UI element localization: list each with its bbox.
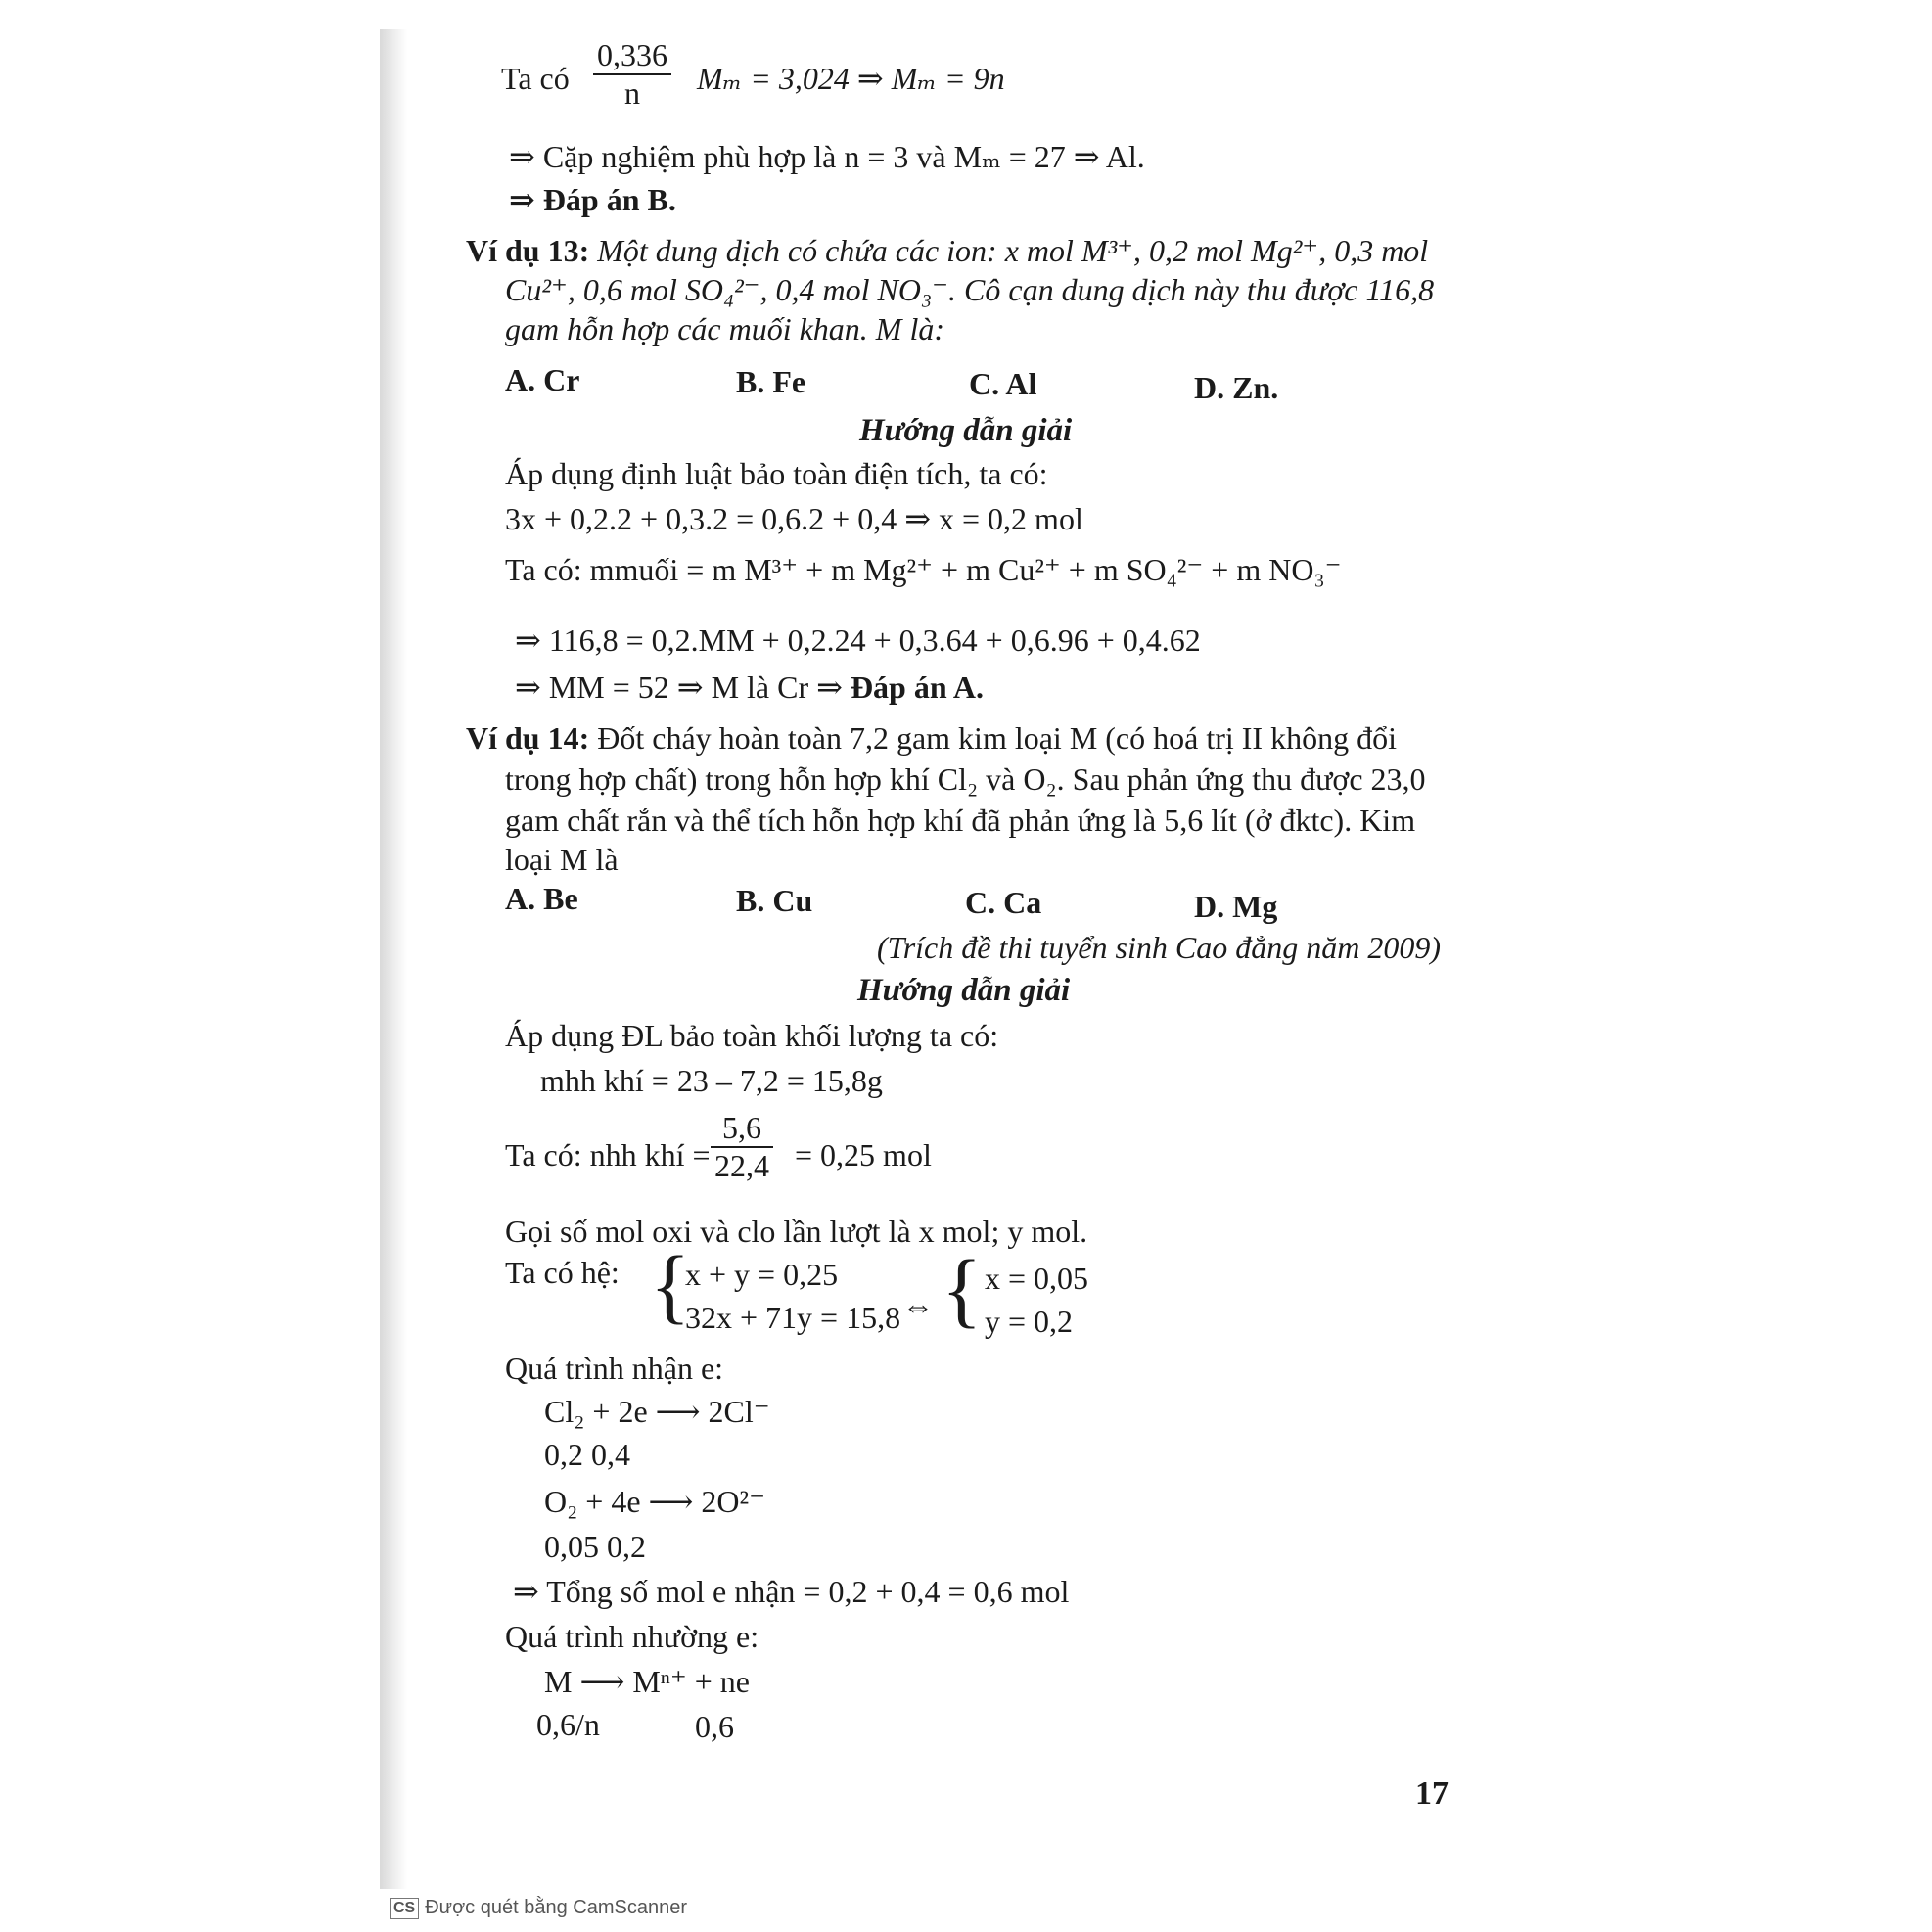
ex13-guide-heading: Hướng dẫn giải — [859, 413, 1073, 448]
reaction-o2: O₂ + 4e ⟶ 2O²⁻ — [544, 1484, 765, 1519]
system-equivalence: ⇔ — [902, 1288, 934, 1323]
ex14-option-a: A. Be — [505, 881, 578, 916]
ex13-step4: ⇒ 116,8 = 0,2.MM + 0,2.24 + 0,3.64 + 0,6.96 + 0,4.62 — [515, 622, 1201, 658]
ex14-step7: ⇒ Tổng số mol e nhận = 0,2 + 0,4 = 0,6 mol — [513, 1574, 1070, 1609]
ex14-source: (Trích đề thi tuyển sinh Cao đẳng năm 2009) — [877, 930, 1441, 965]
ex14-q4: loại M là — [505, 842, 619, 877]
ex13-option-c: C. Al — [969, 366, 1037, 401]
ex13-label: Ví dụ 13: — [466, 233, 590, 268]
reaction-metal-value-1: 0,6/n — [536, 1707, 600, 1742]
ex14-option-d: D. Mg — [1194, 889, 1278, 924]
ex13-q1-text: Một dung dịch có chứa các ion: x mol M³⁺, 0,2 mol Mg²⁺, 0,3 mol — [597, 233, 1429, 268]
system-left-brace: { — [650, 1238, 691, 1332]
ex13-q2: Cu²⁺, 0,6 mol SO₄²⁻, 0,4 mol NO₃⁻. Cô cạn dung dịch này thu được 116,8 — [505, 272, 1435, 307]
ex14-q1-text: Đốt cháy hoàn toàn 7,2 gam kim loại M (có hoá trị II không đổi — [597, 720, 1397, 756]
reaction-metal: M ⟶ Mⁿ⁺ + ne — [544, 1664, 750, 1699]
ex14-fraction-den: 22,4 — [714, 1148, 769, 1183]
system-solution-x: x = 0,05 — [985, 1261, 1089, 1296]
ex14-step1: Áp dụng ĐL bảo toàn khối lượng ta có: — [505, 1018, 999, 1053]
ex13-step2: 3x + 0,2.2 + 0,3.2 = 0,6.2 + 0,4 ⇒ x = 0,2 mol — [505, 501, 1083, 536]
reaction-o2-values: 0,05 0,2 — [544, 1529, 646, 1564]
ex13-step3: Ta có: mmuối = m M³⁺ + m Mg²⁺ + m Cu²⁺ + m SO₄²⁻ + m NO₃⁻ — [505, 552, 1342, 587]
ex13-option-d: D. Zn. — [1194, 370, 1279, 405]
l1-post: Mₘ = 3,024 ⇒ Mₘ = 9n — [697, 61, 1005, 96]
system-eq1: x + y = 0,25 — [685, 1257, 839, 1292]
camscanner-text: Được quét bằng CamScanner — [425, 1897, 687, 1918]
l1-prefix: Ta có — [501, 61, 570, 96]
ex14-step3-prefix: Ta có: nhh khí = — [505, 1137, 711, 1173]
ex13-q3: gam hỗn hợp các muối khan. M là: — [505, 311, 944, 346]
camscanner-footer — [390, 1897, 687, 1919]
l1-fraction-num: 0,336 — [593, 37, 671, 75]
ex14-system-label: Ta có hệ: — [505, 1255, 620, 1290]
ex14-option-c: C. Ca — [965, 885, 1042, 920]
l1-fraction — [593, 37, 671, 112]
system-eq2: 32x + 71y = 15,8 — [685, 1300, 901, 1335]
reaction-metal-value-2: 0,6 — [695, 1709, 734, 1744]
ex14-guide-heading: Hướng dẫn giải — [857, 973, 1071, 1008]
ex14-q1 — [466, 720, 1397, 756]
system-solution-y: y = 0,2 — [985, 1304, 1074, 1339]
page-number: 17 — [1415, 1775, 1449, 1812]
l2-text: ⇒ Cặp nghiệm phù hợp là n = 3 và Mₘ = 27 ⇒ Al. — [509, 139, 1145, 174]
ex13-step5-answer: Đáp án A. — [850, 669, 984, 705]
ex13-step5-text: ⇒ MM = 52 ⇒ M là Cr ⇒ — [515, 669, 843, 705]
ex13-option-a: A. Cr — [505, 362, 580, 397]
ex13-option-b: B. Fe — [736, 364, 806, 399]
l3-answer: ⇒ Đáp án B. — [509, 182, 676, 217]
ex14-q3: gam chất rắn và thể tích hỗn hợp khí đã phản ứng là 5,6 lít (ở đktc). Kim — [505, 803, 1416, 838]
ex13-step5 — [515, 669, 984, 705]
ex14-step3-result: = 0,25 mol — [795, 1137, 932, 1173]
ex13-step1: Áp dụng định luật bảo toàn điện tích, ta có: — [505, 456, 1048, 491]
ex14-step3-fraction — [711, 1110, 773, 1184]
ex14-step6: Quá trình nhận e: — [505, 1351, 724, 1386]
ex14-label: Ví dụ 14: — [466, 720, 590, 756]
ex14-step2: mhh khí = 23 – 7,2 = 15,8g — [540, 1063, 883, 1098]
camscanner-logo: CS — [390, 1898, 419, 1919]
ex13-q1 — [466, 233, 1428, 268]
ex14-step8: Quá trình nhường e: — [505, 1619, 759, 1654]
ex14-fraction-num: 5,6 — [711, 1110, 773, 1148]
reaction-cl2: Cl₂ + 2e ⟶ 2Cl⁻ — [544, 1394, 770, 1429]
reaction-cl2-values: 0,2 0,4 — [544, 1437, 630, 1472]
ex14-option-b: B. Cu — [736, 883, 813, 918]
ex14-q2: trong hợp chất) trong hỗn hợp khí Cl₂ và O₂. Sau phản ứng thu được 23,0 — [505, 761, 1426, 797]
ex14-step4: Gọi số mol oxi và clo lần lượt là x mol; y mol. — [505, 1214, 1088, 1249]
system-right-brace: { — [942, 1242, 983, 1336]
l1-fraction-den: n — [624, 75, 640, 111]
